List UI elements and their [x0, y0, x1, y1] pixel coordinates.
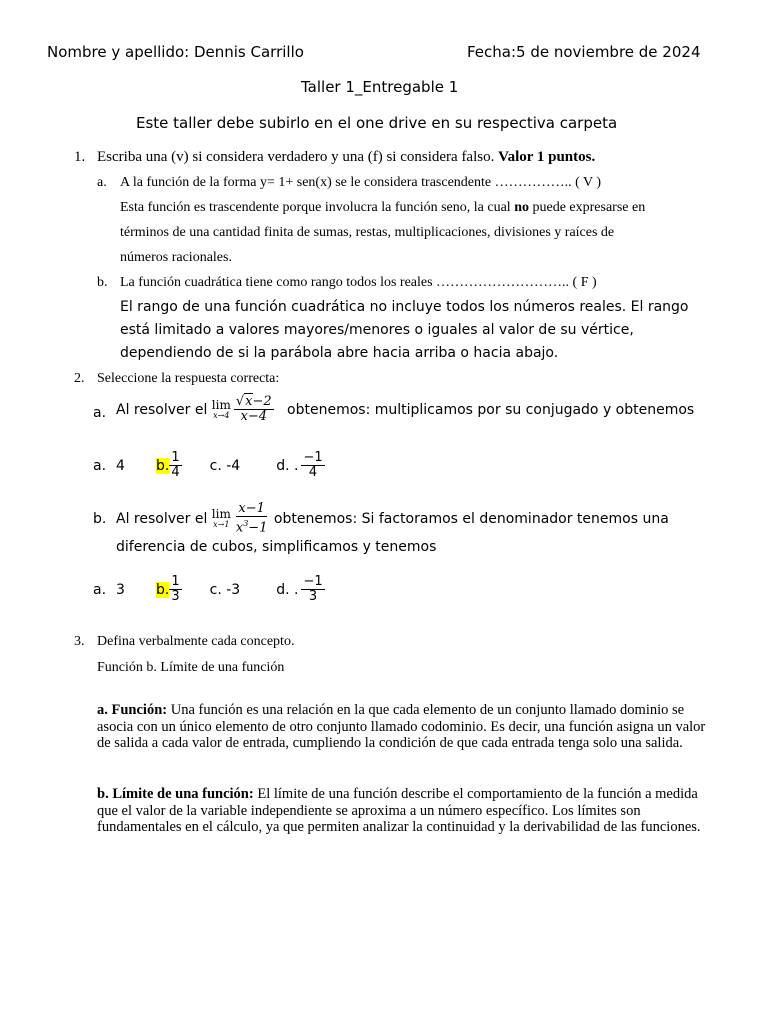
q1a-explanation-part1: Esta función es trascendente porque involucra la función seno, la cual — [120, 200, 511, 215]
q2a-fraction — [234, 395, 274, 424]
document-title: Taller 1_Entregable 1 — [301, 78, 459, 96]
q2b-den-exp: 3 — [243, 519, 249, 528]
q2b-option-b-label: b. — [156, 581, 170, 598]
q3-sub: Función b. Límite de una función — [97, 660, 285, 675]
q2a-prefix: Al resolver el — [116, 401, 208, 418]
q2b-den-rest: −1 — [248, 520, 268, 536]
q2b-options — [93, 575, 325, 604]
q2b-lim-word: lim — [211, 507, 231, 522]
q2b-letter: b. — [93, 511, 107, 527]
q2a-lim-word: lim — [211, 398, 231, 412]
q3-answer-b-title: b. Límite de una función: — [97, 786, 254, 802]
date: Fecha:5 de noviembre de 2024 — [467, 43, 701, 61]
q1-question: Escriba una (v) si considera verdadero y una (f) si considera falso. — [97, 149, 495, 165]
q2b-numerator: x−1 — [238, 501, 265, 516]
q2a-numerator: √x−2 — [235, 394, 272, 409]
q2-number: 2. — [74, 371, 85, 386]
q2b-option-b-num: 1 — [171, 574, 180, 589]
q1-number: 1. — [74, 149, 86, 165]
q2a-option-d-den: 4 — [308, 465, 318, 480]
q3-answer-a-body: Una función es una relación en la que cada elemento de un conjunto llamado dominio se asocia con un único elemento de otro conjunto llamado codominio. Es decir, una función asigna un valor de salida a cada valor de entrada, cumpliendo la condición de que cada entrada tenga solo una salida. — [97, 702, 706, 751]
q1a-explanation-bold: no — [514, 200, 529, 215]
q2b-den-base: x — [235, 520, 244, 536]
q1a-explanation-line2: términos de una cantidad finita de sumas, restas, multiplicaciones, divisiones y raíces de — [120, 225, 615, 240]
q2b-option-a-label: a. — [93, 581, 107, 598]
q2b-option-d-num: −1 — [303, 574, 323, 589]
q2b-option-a-value: 3 — [116, 581, 125, 598]
q1-text — [97, 149, 595, 166]
q2a-option-a-label: a. — [93, 457, 107, 474]
q1b-letter: b. — [97, 275, 108, 290]
q1b-statement: La función cuadrática tiene como rango todos los reales ……………………….. ( F ) — [120, 275, 597, 290]
q1a-explanation-line3: números racionales. — [120, 250, 232, 265]
student-name: Nombre y apellido: Dennis Carrillo — [47, 43, 304, 61]
q2b-denominator — [234, 517, 270, 535]
q2b-statement — [116, 502, 669, 535]
q2b-prefix: Al resolver el — [116, 510, 208, 527]
q3-number: 3. — [74, 634, 85, 649]
q2a-option-b-label: b. — [156, 457, 170, 474]
q2b-option-d-label: d. . — [276, 581, 299, 598]
q2a-statement — [116, 395, 694, 424]
q2a-option-d-fraction — [301, 451, 324, 480]
q2a-option-d-num: −1 — [303, 450, 323, 465]
q2a-option-b-den: 4 — [171, 465, 180, 480]
q2b-limit — [212, 508, 231, 529]
q2a-option-b-fraction — [169, 451, 181, 480]
q2a-option-a-value: 4 — [116, 457, 125, 474]
q2a-options — [93, 451, 325, 480]
q2b-lim-sub: x→1 — [213, 520, 230, 530]
q2a-option-d-label: d. . — [276, 457, 299, 474]
q3-answer-b — [97, 786, 717, 836]
q2b-option-b-fraction — [169, 575, 181, 604]
q1b-explanation-line3: dependiendo de si la parábola abre hacia arriba o hacia abajo. — [120, 345, 559, 361]
q2-text: Seleccione la respuesta correcta: — [97, 371, 280, 386]
q2a-numerator-rest: −2 — [252, 394, 272, 409]
q2b-option-b-den: 3 — [171, 589, 180, 604]
q1b-explanation-line2: está limitado a valores mayores/menores o iguales al valor de su vértice, — [120, 322, 634, 338]
q2a-denominator: x−4 — [240, 409, 268, 424]
q2a-lim-sub: x→4 — [213, 411, 230, 420]
q3-answer-a — [97, 702, 717, 752]
q2a-option-b-num: 1 — [171, 450, 180, 465]
q2b-suffix-line2: diferencia de cubos, simplificamos y tenemos — [116, 539, 437, 555]
q2a-suffix: obtenemos: multiplicamos por su conjugado y obtenemos — [287, 401, 695, 418]
q2b-option-c: c. -3 — [209, 581, 241, 598]
instruction-text: Este taller debe subirlo en el one drive en su respectiva carpeta — [136, 114, 618, 132]
q2a-letter: a. — [93, 405, 107, 421]
q2b-fraction — [234, 502, 270, 535]
q1a-explanation-line1 — [120, 200, 645, 216]
q2a-limit — [212, 399, 231, 420]
q3-text: Defina verbalmente cada concepto. — [97, 634, 295, 649]
q3-answer-a-title: a. Función: — [97, 702, 168, 718]
q1a-statement: A la función de la forma y= 1+ sen(x) se le considera trascendente …………….. ( V ) — [120, 175, 602, 190]
q1a-letter: a. — [97, 175, 107, 190]
q1a-explanation-part2: puede expresarse en — [532, 200, 646, 215]
q2b-suffix: obtenemos: Si factoramos el denominador tenemos una — [273, 510, 669, 527]
q3-answer-b-body: El límite de una función describe el comportamiento de la función a medida que el valor de la variable independiente se aproxima a un número específico. Los límites son fundamentales en el cálculo, ya que permiten analizar la continuidad y la derivabilidad de las funciones. — [97, 786, 701, 835]
q2b-option-d-den: 3 — [308, 589, 318, 604]
q2a-radicand: x — [245, 394, 253, 409]
q1b-explanation-line1: El rango de una función cuadrática no incluye todos los números reales. El rango — [120, 299, 689, 315]
q2b-option-d-fraction — [301, 575, 324, 604]
q2a-option-c: c. -4 — [209, 457, 241, 474]
q1-points: Valor 1 puntos. — [498, 149, 596, 165]
